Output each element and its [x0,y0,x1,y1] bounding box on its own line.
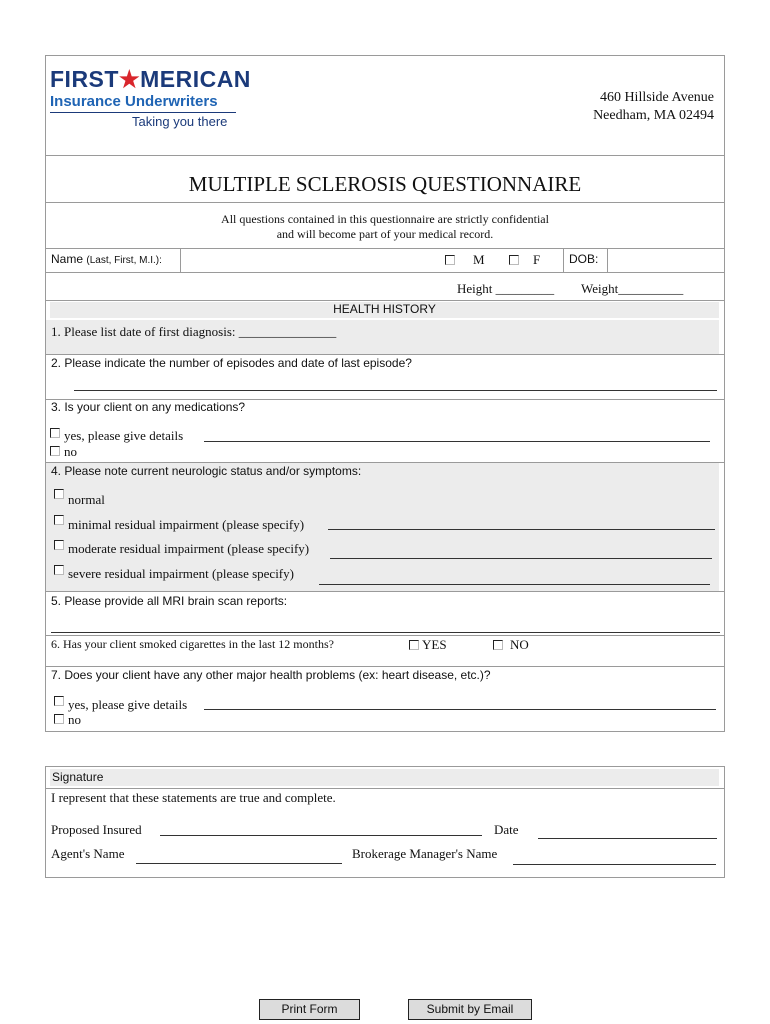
q6-yes-label: YES [422,637,447,652]
health-history-heading: HEALTH HISTORY [333,302,436,316]
signature-heading: Signature [52,770,104,784]
divider [45,591,725,592]
weight-field[interactable]: Weight__________ [581,281,684,296]
q4-moderate-checkbox[interactable] [54,540,64,550]
brokerage-manager-label: Brokerage Manager's Name [352,846,498,861]
divider [45,635,725,636]
q7-yes-label: yes, please give details [68,697,188,712]
address-line-1: 460 Hillside Avenue [599,90,714,105]
q2-answer-line[interactable] [74,390,717,391]
divider [45,248,725,249]
name-label [51,252,162,266]
q4-minimal-line[interactable] [328,529,715,530]
q2-label: 2. Please indicate the number of episodes and date of last episode? [51,356,412,370]
divider [45,155,725,156]
q4-severe-label: severe residual impairment (please specify) [68,566,294,581]
date-label: Date [494,822,519,837]
logo-first: FIRST [50,66,119,92]
logo-star-icon: ★ [118,66,141,92]
q5-answer-line[interactable] [51,632,720,633]
name-label-sub: (Last, First, M.I.): [86,255,162,266]
dob-input[interactable] [609,250,723,270]
divider [607,248,608,272]
dob-label: DOB: [569,252,599,266]
proposed-insured-line[interactable] [160,835,482,836]
q4-minimal-label: minimal residual impairment (please specify) [68,517,305,532]
q3-yes-label: yes, please give details [64,428,184,443]
divider [563,248,564,272]
logo-tagline: Taking you there [132,114,228,129]
signature-statement: I represent that these statements are true and complete. [51,790,336,805]
q3-no-label: no [64,444,77,459]
signature-bar [50,769,719,786]
q4-moderate-label: moderate residual impairment (please specify) [68,541,310,556]
q7-no-label: no [68,712,81,727]
q6-no-label: NO [510,637,529,652]
brokerage-manager-line[interactable] [513,864,716,865]
q3-no-checkbox[interactable] [50,446,60,456]
agent-name-line[interactable] [136,863,342,864]
confidential-notice-1: All questions contained in this questionnaire are strictly confidential [221,212,549,226]
divider [45,272,725,273]
logo-american: MERICAN [140,66,251,92]
q7-yes-checkbox[interactable] [54,696,64,706]
q3-details-line[interactable] [204,441,710,442]
female-label: F [533,252,541,267]
divider [45,354,725,355]
name-input[interactable] [182,250,437,270]
q1-label[interactable]: 1. Please list date of first diagnosis: _______________ [51,324,337,339]
q7-label: 7. Does your client have any other major health problems (ex: heart disease, etc.)? [51,668,491,682]
q4-normal-label: normal [68,492,105,507]
divider [45,666,725,667]
q4-severe-checkbox[interactable] [54,565,64,575]
height-field[interactable]: Height _________ [457,281,555,296]
proposed-insured-label: Proposed Insured [51,822,142,837]
name-label-text: Name [51,252,84,266]
confidential-notice-2: and will become part of your medical record. [276,227,494,241]
q7-details-line[interactable] [204,709,716,710]
agent-name-label: Agent's Name [51,846,125,861]
date-line[interactable] [538,838,717,839]
q4-moderate-line[interactable] [330,558,712,559]
q5-label: 5. Please provide all MRI brain scan reports: [51,594,288,608]
male-checkbox[interactable] [445,255,455,265]
q7-no-checkbox[interactable] [54,714,64,724]
q4-normal-checkbox[interactable] [54,489,64,499]
q4-severe-line[interactable] [319,584,710,585]
divider [45,300,725,301]
q4-label: 4. Please note current neurologic status and/or symptoms: [51,464,362,478]
q6-label: 6. Has your client smoked cigarettes in the last 12 months? [51,637,334,651]
q6-yes-checkbox[interactable] [409,640,419,650]
male-label: M [473,252,485,267]
q3-yes-checkbox[interactable] [50,428,60,438]
address-line-2: Needham, MA 02494 [593,108,714,123]
q4-minimal-checkbox[interactable] [54,515,64,525]
page-title: MULTIPLE SCLEROSIS QUESTIONNAIRE [188,172,582,196]
print-form-button[interactable]: Print Form [259,999,360,1020]
divider [180,248,181,272]
female-checkbox[interactable] [509,255,519,265]
logo-subtitle: Insurance Underwriters [50,93,218,110]
divider [45,202,725,203]
q6-no-checkbox[interactable] [493,640,503,650]
q3-label: 3. Is your client on any medications? [51,400,246,414]
divider [45,788,725,789]
questionnaire-frame [45,55,725,732]
submit-email-button[interactable]: Submit by Email [408,999,532,1020]
